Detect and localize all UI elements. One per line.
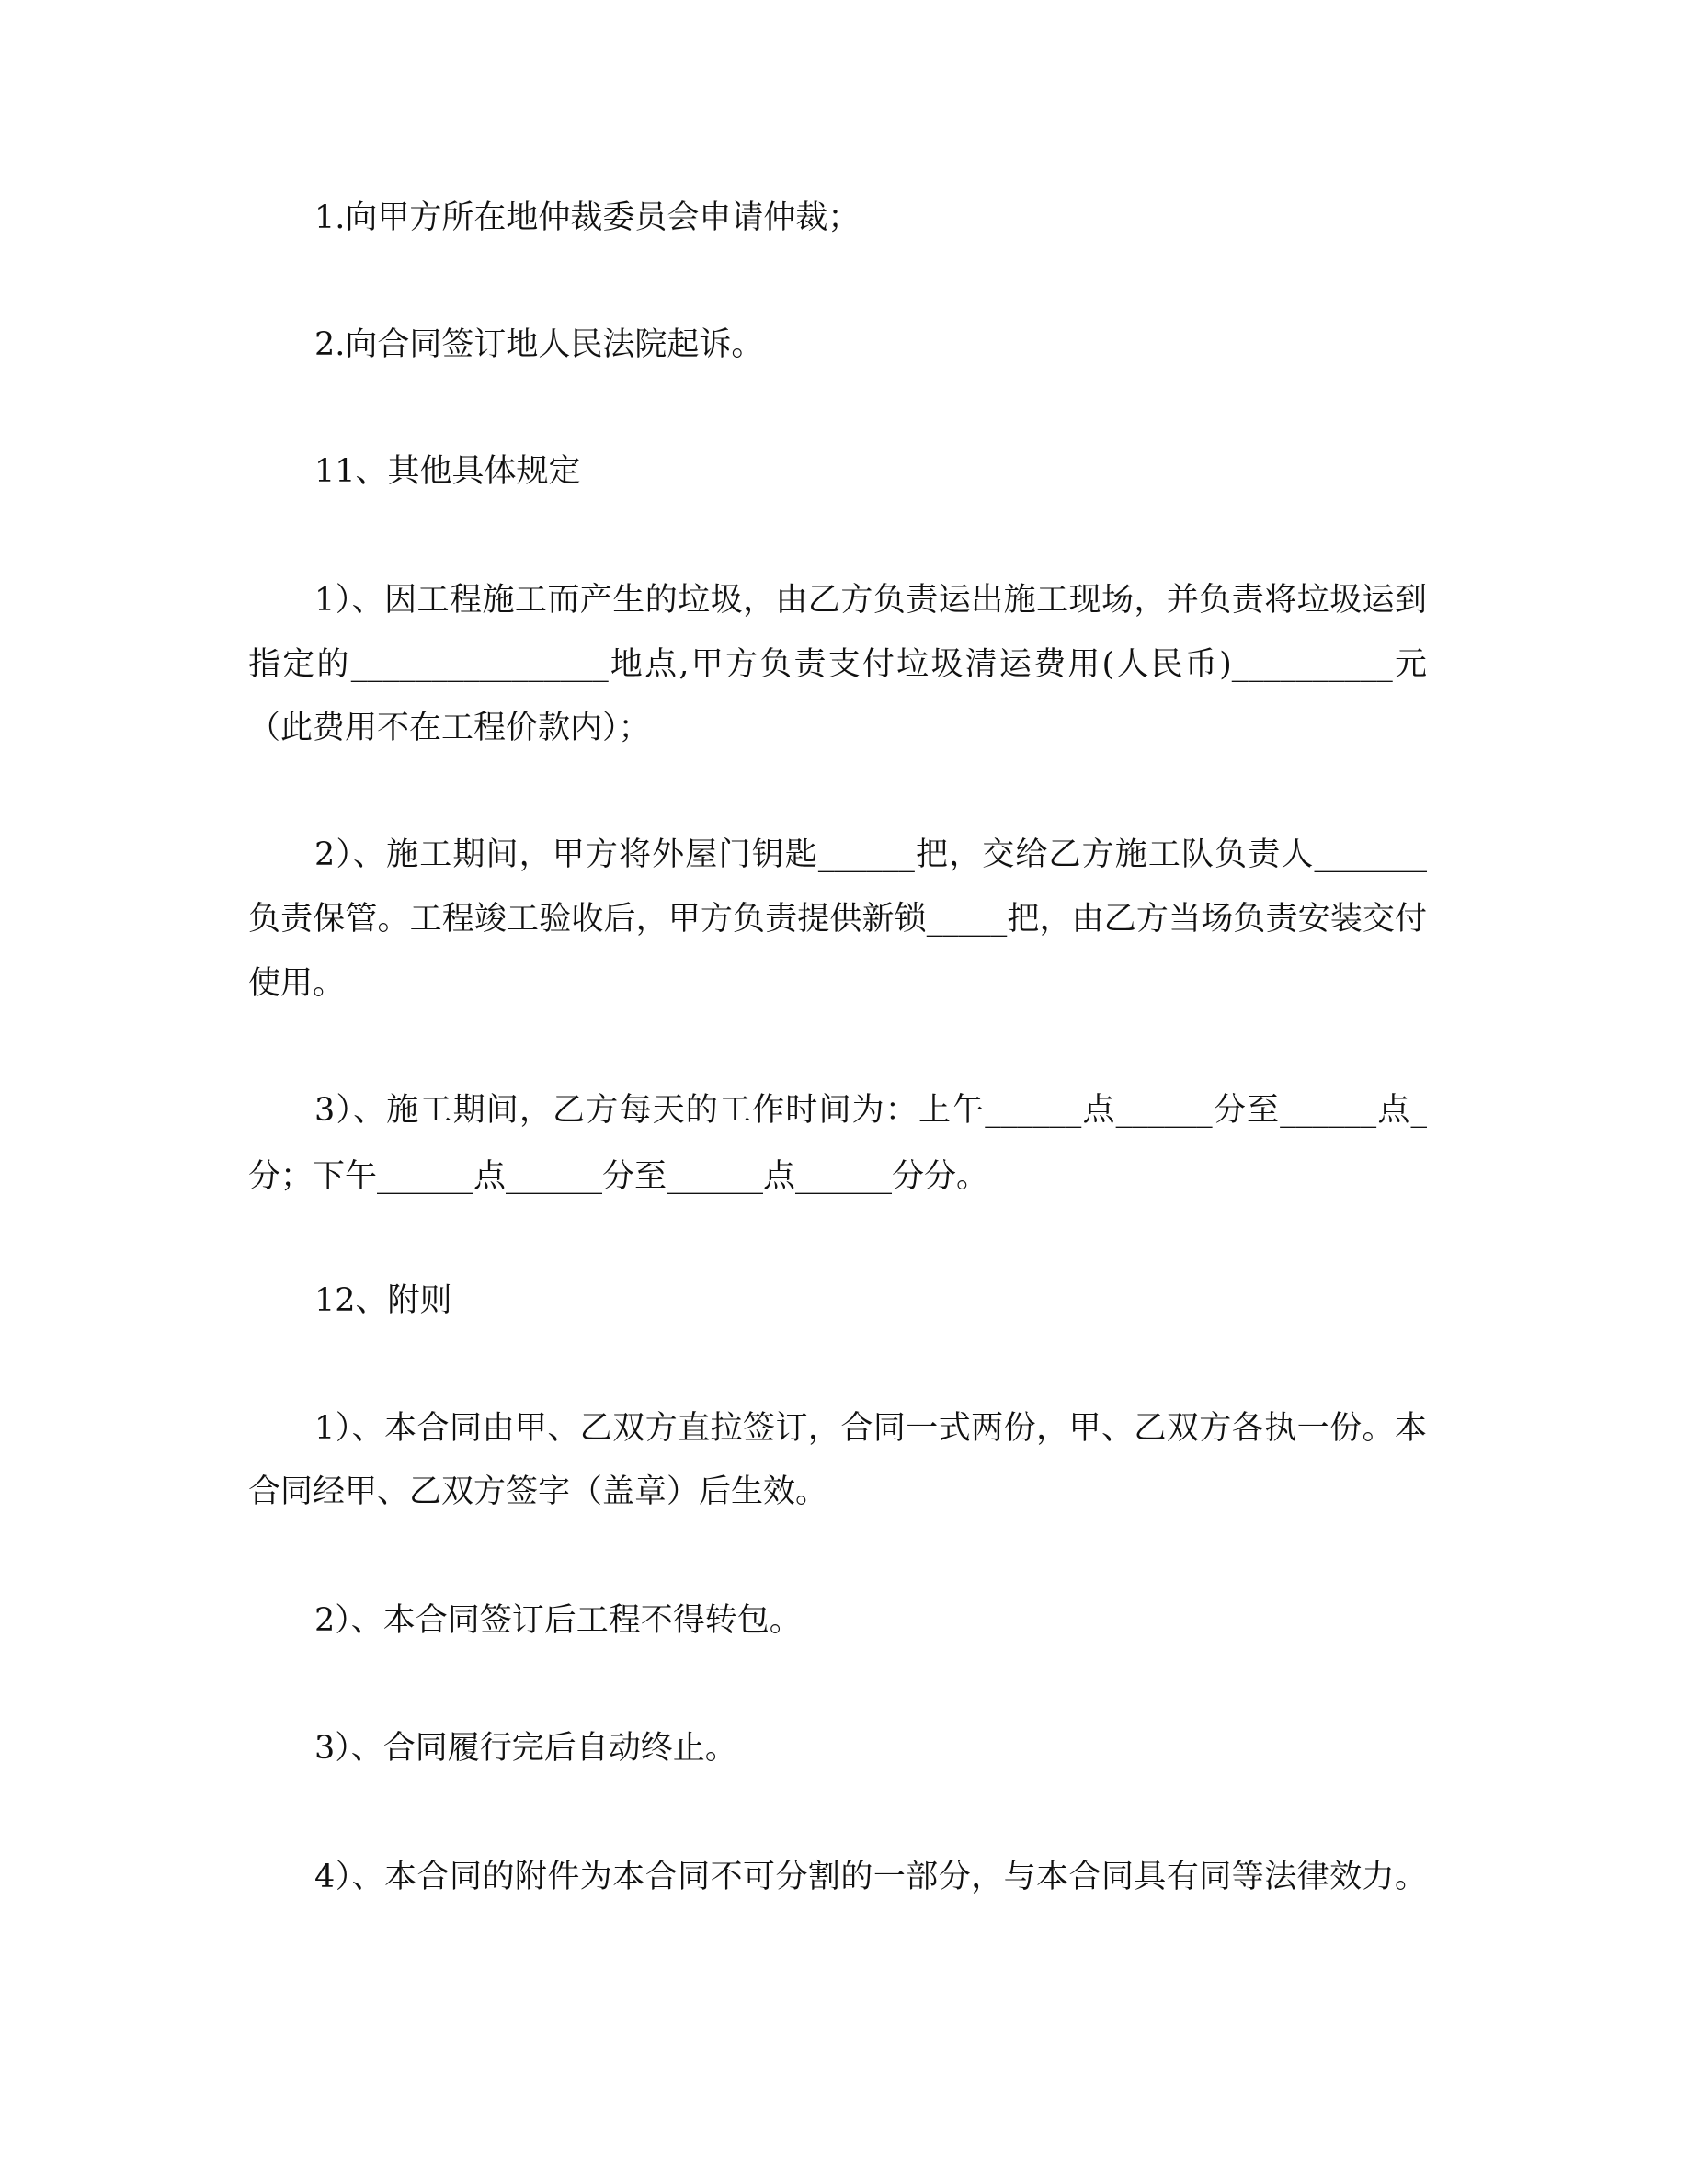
clause-11-3-line-2: 分；下午______点______分至______点______分分。 <box>248 1158 989 1195</box>
clause-11-2-line-2: 负责保管。工程竣工验收后，甲方负责提供新锁_____把，由乙方当场负责安装交付 <box>248 901 1427 938</box>
clause-12-1-line-2: 合同经甲、乙双方签字（盖章）后生效。 <box>248 1473 828 1510</box>
clause-11-2-line-3: 使用。 <box>248 965 346 1002</box>
clause-12-4: 4）、本合同的附件为本合同不可分割的一部分，与本合同具有同等法律效力。 <box>314 1859 1427 1895</box>
clause-11-1-line-3: （此费用不在工程价款内）； <box>248 710 651 746</box>
litigation-option-2: 2.向合同签订地人民法院起诉。 <box>314 326 764 363</box>
section-12-heading: 12、附则 <box>314 1282 452 1319</box>
clause-12-2: 2）、本合同签订后工程不得转包。 <box>314 1602 802 1639</box>
clause-11-3-line-1: 3）、施工期间，乙方每天的工作时间为：上午______点______分至______点_ <box>314 1092 1427 1129</box>
clause-11-1-line-2: 指定的________________地点,甲方负责支付垃圾清运费用(人民币)__________元 <box>248 646 1427 683</box>
section-11-heading: 11、其他具体规定 <box>314 453 581 490</box>
clause-11-2-line-1: 2）、施工期间，甲方将外屋门钥匙______把，交给乙方施工队负责人_______ <box>314 836 1427 873</box>
clause-11-1-line-1: 1）、因工程施工而产生的垃圾，由乙方负责运出施工现场，并负责将垃圾运到 <box>314 582 1427 619</box>
arbitration-option-1: 1.向甲方所在地仲裁委员会申请仲裁； <box>314 199 861 236</box>
clause-12-1-line-1: 1）、本合同由甲、乙双方直拉签订，合同一式两份，甲、乙双方各执一份。本 <box>314 1410 1427 1447</box>
clause-12-3: 3）、合同履行完后自动终止。 <box>314 1730 737 1767</box>
